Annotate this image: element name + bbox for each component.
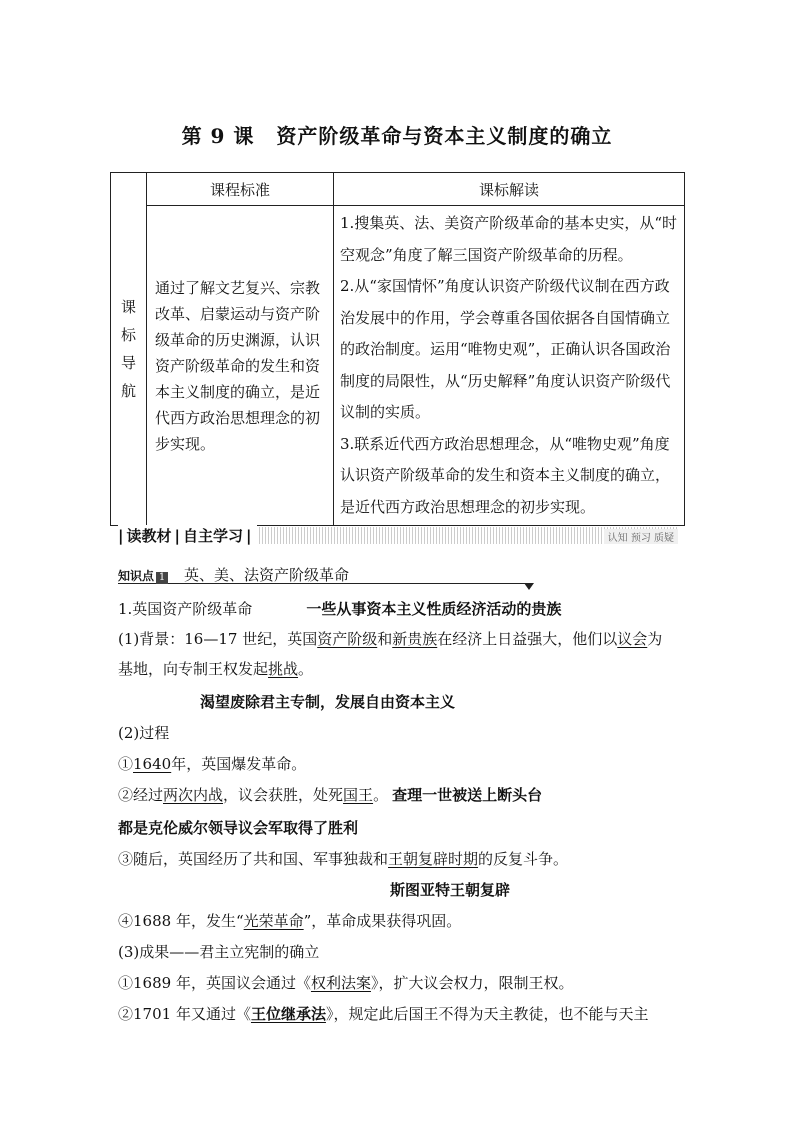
t: ②经过 — [118, 786, 164, 804]
col1-header: 课程标准 — [147, 173, 334, 206]
t: 基地，向专制王权发起 — [118, 660, 269, 678]
section-tags: 认知 预习 质疑 — [604, 529, 678, 544]
text-line — [118, 1003, 648, 1024]
interp-item: 3.联系近代西方政治思想理念，从“唯物史观”角度认识资产阶级革命的发生和资本主义制度的确立，是近代西方政治思想理念的初步实现。 — [340, 434, 671, 516]
underlined-term: 国王 — [343, 786, 374, 804]
t: ① — [118, 755, 134, 773]
t: 年，英国爆发革命。 — [171, 755, 307, 773]
text-line: (2)过程 — [118, 724, 170, 742]
text-line — [118, 784, 542, 805]
t: 在经济上日益强大，他们以 — [437, 630, 618, 648]
t: 》，规定此后国王不得为天主教徒，也不能与天主 — [325, 1005, 649, 1023]
t: (1)背景：16—17 世纪，英国 — [118, 630, 318, 648]
t: ，议会获胜，处死 — [223, 786, 344, 804]
text-line — [118, 658, 313, 679]
section-label-a: 读教材 — [126, 527, 172, 545]
text-line — [118, 628, 662, 649]
underlined-term: 光荣革命 — [243, 912, 304, 930]
text-line — [118, 910, 461, 931]
side-char: 课 — [120, 298, 136, 316]
side-label — [111, 173, 147, 526]
t: ②1701 年又通过《 — [118, 1005, 251, 1023]
lesson-number: 第 9 课 — [181, 124, 255, 148]
annotation-note: 渴望废除君主专制，发展自由资本主义 — [200, 693, 456, 711]
page-title — [0, 120, 794, 149]
underlined-term: 1640 — [133, 755, 172, 773]
text-line: (3)成果——君主立宪制的确立 — [118, 943, 320, 961]
curriculum-table — [110, 172, 685, 526]
underlined-term: 两次内战 — [163, 786, 224, 804]
section-label: | 读教材 | 自主学习 | — [118, 525, 257, 546]
text-line — [118, 753, 306, 774]
underlined-term: 新贵族 — [392, 630, 438, 648]
heading-text: 1.英国资产阶级革命 — [118, 600, 253, 618]
kp-number: 1 — [156, 572, 168, 584]
side-char: 导 — [120, 354, 136, 372]
t: 。 — [298, 660, 314, 678]
interp-item: 1.搜集英、法、美资产阶级革命的基本史实，从“时空观念”角度了解三国资产阶级革命的历程。 — [340, 214, 677, 264]
t: ④1688 年，发生“ — [118, 912, 244, 930]
t: ①1689 年，英国议会通过《 — [118, 974, 311, 992]
underlined-term: 挑战 — [268, 660, 299, 678]
arrow-down-icon — [524, 583, 534, 590]
knowledge-point-header — [118, 564, 530, 584]
annotation-note: 一些从事资本主义性质经济活动的贵族 — [306, 600, 562, 618]
t: 。 — [373, 786, 389, 804]
underlined-term: 议会 — [617, 630, 648, 648]
underlined-term: 资产阶级 — [317, 630, 378, 648]
t: ③随后，英国经历了共和国、军事独裁和 — [118, 850, 389, 868]
annotation-note: 都是克伦威尔领导议会军取得了胜利 — [118, 819, 359, 837]
t: 的反复斗争。 — [478, 850, 569, 868]
annotation-note: 查理一世被送上断头台 — [392, 786, 543, 804]
lesson-title: 资产阶级革命与资本主义制度的确立 — [276, 124, 613, 148]
section-bar — [118, 527, 678, 544]
heading-england — [118, 598, 561, 619]
interpretation-cell — [334, 206, 685, 526]
t: 》，扩大议会权力，限制王权。 — [370, 974, 574, 992]
underlined-term: 王位继承法 — [250, 1005, 326, 1023]
underlined-term: 王朝复辟时期 — [388, 850, 479, 868]
t: 为 — [647, 630, 663, 648]
standard-cell: 通过了解文艺复兴、宗教改革、启蒙运动与资产阶级革命的历史渊源，认识资产阶级革命的发生和资本主义制度的确立，是近代西方政治思想理念的初步实现。 — [147, 206, 334, 526]
underlined-term: 权利法案 — [310, 974, 371, 992]
section-label-b: 自主学习 — [182, 527, 243, 545]
kp-label: 知识点 — [118, 569, 155, 583]
col2-header: 课标解读 — [334, 173, 685, 206]
text-line — [118, 848, 568, 869]
text-line — [118, 972, 573, 993]
t: ”，革命成果获得巩固。 — [303, 912, 462, 930]
side-char: 标 — [120, 326, 136, 344]
t: 和 — [377, 630, 393, 648]
interp-item: 2.从“家国情怀”角度认识资产阶级代议制在西方政治发展中的作用，学会尊重各国依据各自国情确立的政治制度。运用“唯物史观”，正确认识各国政治制度的局限性，从“历史解释”角度认识资产阶级代议制的实质。 — [340, 277, 671, 421]
kp-title: 英、美、法资产阶级革命 — [184, 566, 350, 584]
annotation-note: 斯图亚特王朝复辟 — [390, 881, 511, 899]
side-char: 航 — [120, 382, 136, 400]
